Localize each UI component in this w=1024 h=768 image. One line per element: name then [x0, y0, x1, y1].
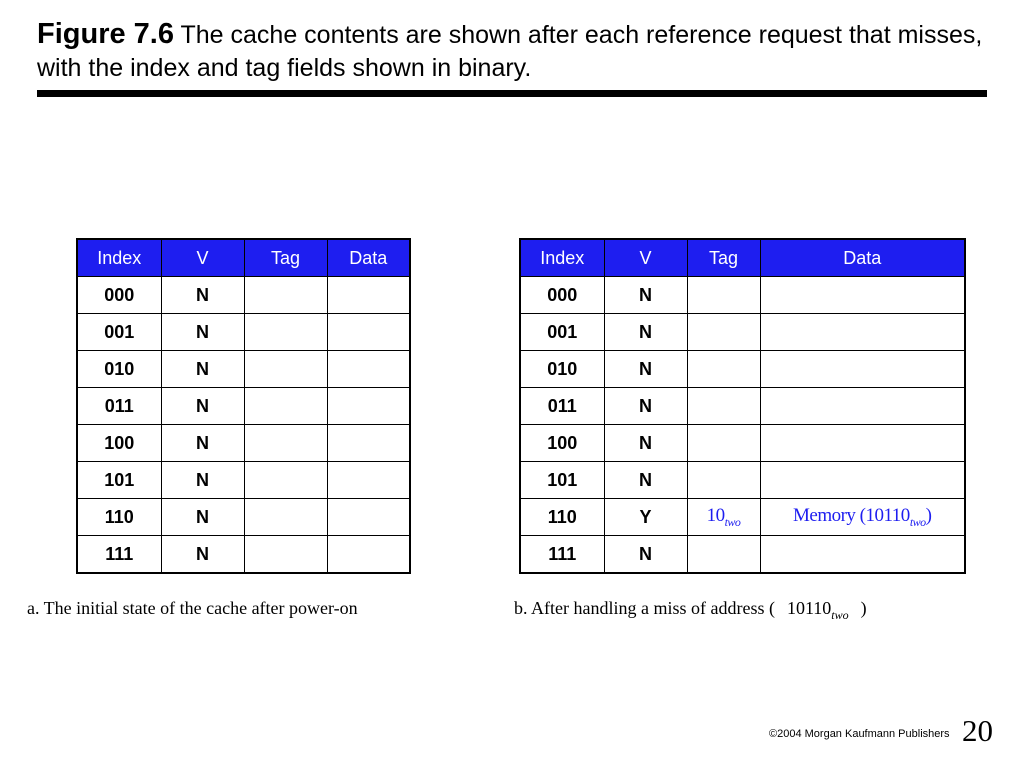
tag-cell: [244, 425, 327, 462]
valid-cell: N: [161, 314, 244, 351]
column-header-v: V: [161, 239, 244, 277]
tag-value: 10: [706, 504, 725, 526]
column-header-tag: Tag: [687, 239, 760, 277]
data-cell: [327, 462, 410, 499]
column-header-index: Index: [77, 239, 161, 277]
column-header-v: V: [604, 239, 687, 277]
tag-cell: [687, 277, 760, 314]
valid-cell: N: [604, 277, 687, 314]
table-header-row: [77, 239, 410, 277]
data-cell: [760, 277, 965, 314]
figure-caption: The cache contents are shown after each reference request that misses, with the index and tag fields shown in binary.: [37, 21, 983, 82]
tag-cell: [244, 462, 327, 499]
table-row: [77, 314, 410, 351]
tag-base-subscript: two: [724, 514, 741, 529]
copyright-notice: ©2004 Morgan Kaufmann Publishers: [769, 728, 950, 740]
data-value: Memory (10110: [793, 504, 910, 526]
data-cell: [327, 388, 410, 425]
index-cell: 001: [77, 314, 161, 351]
column-header-index: Index: [520, 239, 604, 277]
index-cell: 001: [520, 314, 604, 351]
data-cell: [327, 499, 410, 536]
valid-cell: N: [604, 462, 687, 499]
miss-address-subscript: two: [831, 608, 849, 622]
table-row: [520, 388, 965, 425]
data-cell: [760, 388, 965, 425]
caption-b-close: ): [860, 598, 867, 618]
table-row: [77, 425, 410, 462]
page-number: 20: [962, 713, 993, 748]
tag-cell: [687, 388, 760, 425]
data-cell: [327, 277, 410, 314]
valid-cell: N: [161, 462, 244, 499]
tag-cell: [687, 314, 760, 351]
table-row: [520, 351, 965, 388]
tag-cell: [244, 388, 327, 425]
index-cell: 000: [520, 277, 604, 314]
valid-cell: N: [161, 536, 244, 574]
valid-cell: N: [161, 499, 244, 536]
tag-cell: [687, 425, 760, 462]
data-base-subscript: two: [909, 514, 926, 529]
slide-title: [37, 18, 987, 85]
table-row: [77, 499, 410, 536]
table-row: [520, 536, 965, 574]
table-row: [77, 462, 410, 499]
valid-cell: N: [604, 425, 687, 462]
data-cell: [760, 351, 965, 388]
index-cell: 111: [77, 536, 161, 574]
table-row: [520, 314, 965, 351]
table-b-caption: [514, 598, 867, 623]
data-cell: [760, 425, 965, 462]
valid-cell: Y: [604, 499, 687, 536]
tag-cell: [687, 499, 760, 536]
table-row: [77, 388, 410, 425]
caption-b-text: b. After handling a miss of address (: [514, 598, 775, 618]
index-cell: 000: [77, 277, 161, 314]
index-cell: 010: [77, 351, 161, 388]
tag-cell: [244, 351, 327, 388]
column-header-data: Data: [760, 239, 965, 277]
tag-cell: [687, 351, 760, 388]
data-cell: [327, 314, 410, 351]
valid-cell: N: [604, 388, 687, 425]
table-header-row: [520, 239, 965, 277]
figure-label: Figure 7.6: [37, 18, 174, 50]
miss-address: [787, 598, 849, 623]
valid-cell: N: [604, 351, 687, 388]
index-cell: 101: [77, 462, 161, 499]
data-cell: [327, 425, 410, 462]
index-cell: 110: [77, 499, 161, 536]
index-cell: 011: [77, 388, 161, 425]
data-cell: [760, 462, 965, 499]
tag-cell: [244, 314, 327, 351]
miss-address-value: 10110: [786, 598, 832, 618]
table-row: [77, 277, 410, 314]
valid-cell: N: [161, 277, 244, 314]
tag-cell: [244, 277, 327, 314]
title-divider: [37, 90, 987, 97]
data-close-paren: ): [925, 504, 932, 526]
index-cell: 101: [520, 462, 604, 499]
data-cell: [760, 536, 965, 574]
column-header-data: Data: [327, 239, 410, 277]
table-row: [77, 536, 410, 574]
valid-cell: N: [161, 351, 244, 388]
data-cell: [327, 351, 410, 388]
index-cell: 110: [520, 499, 604, 536]
data-cell: [327, 536, 410, 574]
index-cell: 100: [520, 425, 604, 462]
valid-cell: N: [604, 536, 687, 574]
cache-table-initial: [76, 238, 411, 574]
table-a-caption: a. The initial state of the cache after power-on: [27, 598, 358, 618]
index-cell: 010: [520, 351, 604, 388]
table-row: [77, 351, 410, 388]
valid-cell: N: [604, 314, 687, 351]
index-cell: 011: [520, 388, 604, 425]
tag-cell: [244, 536, 327, 574]
tag-cell: [244, 499, 327, 536]
data-cell: [760, 314, 965, 351]
valid-cell: N: [161, 388, 244, 425]
column-header-tag: Tag: [244, 239, 327, 277]
cache-table-after-miss: [519, 238, 966, 574]
table-row: [520, 425, 965, 462]
index-cell: 100: [77, 425, 161, 462]
valid-cell: N: [161, 425, 244, 462]
index-cell: 111: [520, 536, 604, 574]
data-cell: [760, 499, 965, 536]
table-row-filled: [520, 499, 965, 536]
table-row: [520, 462, 965, 499]
table-row: [520, 277, 965, 314]
tag-cell: [687, 462, 760, 499]
tag-cell: [687, 536, 760, 574]
